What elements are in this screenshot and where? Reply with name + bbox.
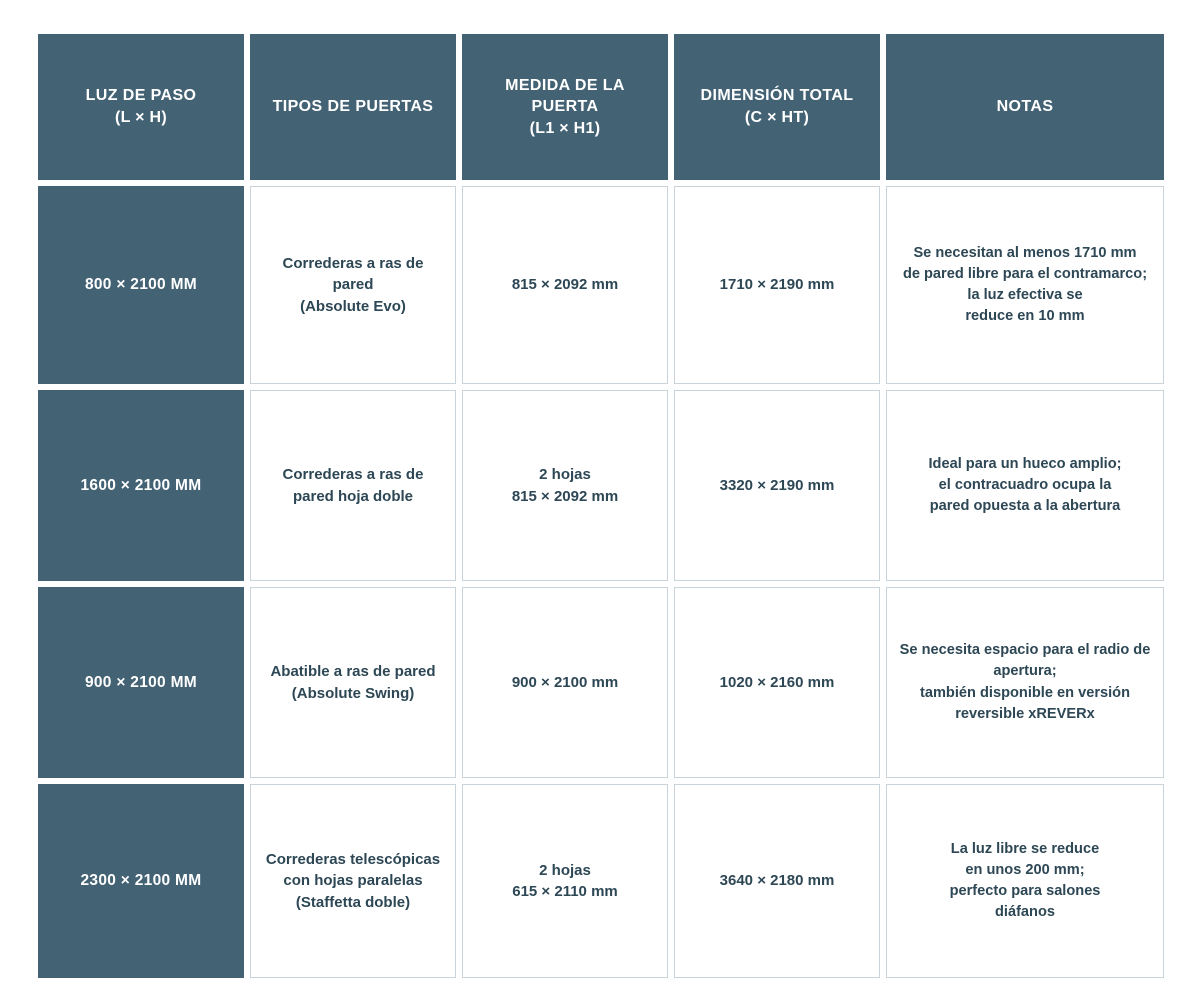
column-header-tipos-de-puertas	[250, 34, 456, 180]
cell-medida-puerta: 815 × 2092 mm	[462, 186, 668, 384]
cell-medida-puerta: 2 hojas 815 × 2092 mm	[462, 390, 668, 581]
column-header-title: NOTAS	[996, 98, 1054, 116]
column-header-subtitle: (C × HT)	[744, 109, 810, 126]
cell-luz-de-paso: 900 × 2100 MM	[38, 587, 244, 778]
cell-dimension-total: 1020 × 2160 mm	[674, 587, 880, 778]
cell-notas: Ideal para un hueco amplio; el contracuadro ocupa la pared opuesta a la abertura	[886, 390, 1164, 581]
cell-medida-puerta: 2 hojas 615 × 2110 mm	[462, 784, 668, 978]
cell-dimension-total: 1710 × 2190 mm	[674, 186, 880, 384]
cell-dimension-total: 3640 × 2180 mm	[674, 784, 880, 978]
cell-tipo-puerta: Correderas a ras de pared (Absolute Evo)	[250, 186, 456, 384]
table-row	[38, 587, 1164, 778]
column-header-medida-de-la-puerta	[462, 34, 668, 180]
cell-tipo-puerta: Correderas telescópicas con hojas paralelas (Staffetta doble)	[250, 784, 456, 978]
cell-tipo-puerta: Correderas a ras de pared hoja doble	[250, 390, 456, 581]
cell-dimension-total: 3320 × 2190 mm	[674, 390, 880, 581]
table-row	[38, 390, 1164, 581]
cell-luz-de-paso: 2300 × 2100 MM	[38, 784, 244, 978]
cell-luz-de-paso: 800 × 2100 MM	[38, 186, 244, 384]
column-header-subtitle: (L × H)	[114, 109, 168, 126]
column-header-title: DIMENSIÓN TOTAL	[700, 87, 854, 105]
table-header-row	[38, 34, 1164, 180]
column-header-luz-de-paso	[38, 34, 244, 180]
cell-notas: Se necesitan al menos 1710 mm de pared libre para el contramarco; la luz efectiva se reduce en 10 mm	[886, 186, 1164, 384]
cell-notas: La luz libre se reduce en unos 200 mm; perfecto para salones diáfanos	[886, 784, 1164, 978]
door-specifications-table	[32, 28, 1170, 984]
column-header-notas	[886, 34, 1164, 180]
column-header-title: TIPOS DE PUERTAS	[272, 98, 434, 116]
cell-luz-de-paso: 1600 × 2100 MM	[38, 390, 244, 581]
column-header-title: LUZ DE PASO	[85, 87, 197, 105]
table-row	[38, 784, 1164, 978]
cell-medida-puerta: 900 × 2100 mm	[462, 587, 668, 778]
column-header-dimension-total	[674, 34, 880, 180]
cell-notas: Se necesita espacio para el radio de apertura; también disponible en versión reversible xREVERx	[886, 587, 1164, 778]
column-header-subtitle: (L1 × H1)	[529, 119, 601, 137]
cell-tipo-puerta: Abatible a ras de pared (Absolute Swing)	[250, 587, 456, 778]
table-row	[38, 186, 1164, 384]
column-header-title: MEDIDA DE LA PUERTA	[505, 76, 625, 116]
